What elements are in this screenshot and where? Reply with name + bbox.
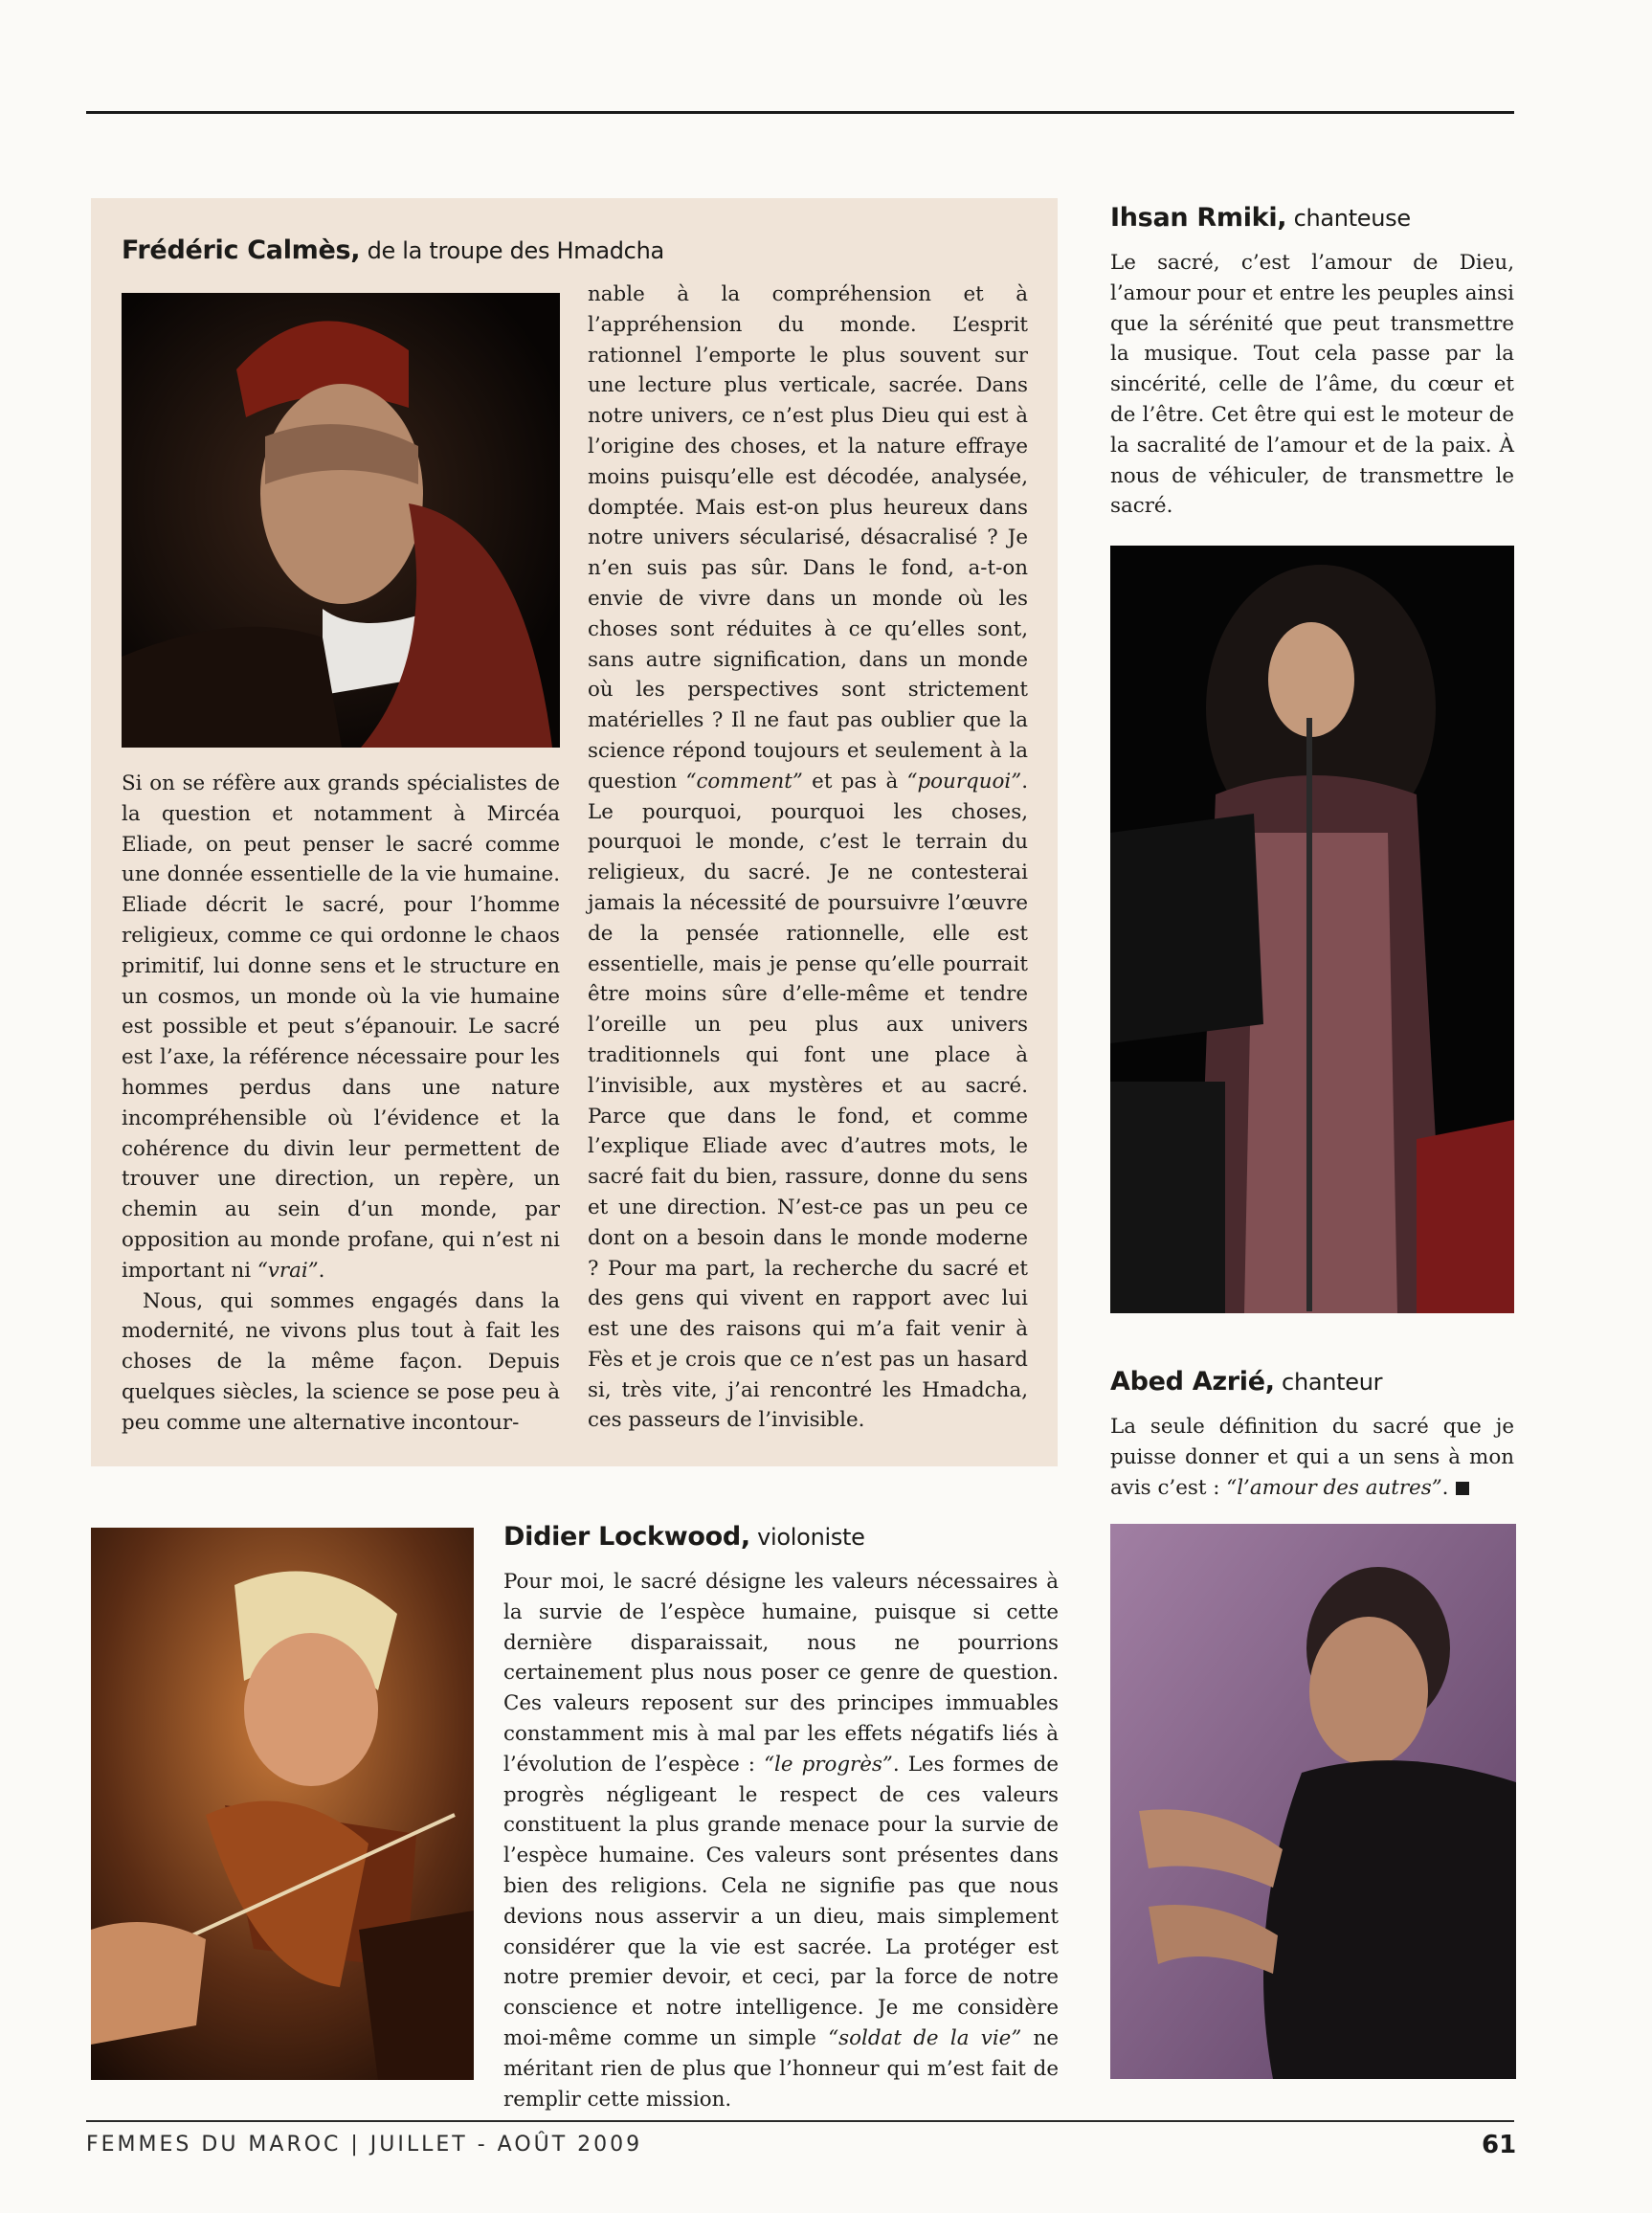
azrie-heading — [1110, 1367, 1382, 1397]
azrie-text-end: . — [1441, 1475, 1449, 1500]
lockwood-text-c: ne méritant rien de plus que l’honneur qui m’est fait de remplir cette mission. — [503, 2025, 1059, 2112]
footer-magazine: FEMMES DU MAROC | JUILLET - AOÛT 2009 — [86, 2133, 643, 2157]
end-square-icon — [1456, 1482, 1469, 1495]
rmiki-heading — [1110, 203, 1411, 233]
calmes-text-2b: et pas à — [802, 769, 907, 794]
calmes-text-1a: Si on se réfère aux grands spécialistes de la question et notamment à Mircéa Eliade, on peut penser le sacré comme une donnée essentielle de la vie humaine. Eliade décrit le sacré, pour l’homme religieux, comme ce qui ordonne le chaos primitif, lui donne sens et le structure en un cosmos, un monde où la vie humaine est possible et peut s’épanouir. Le sacré est l’axe, la référence nécessaire pour les hommes perdus dans une nature incompréhensible où l’évidence et la cohérence du divin leur permettent de trouver une direction, un repère, un chemin au sein d’un monde, par opposition au monde profane, qui n’est ni important ni — [122, 771, 560, 1283]
calmes-quote-pourquoi: “pourquoi” — [906, 769, 1022, 794]
rmiki-role: chanteuse — [1286, 205, 1411, 232]
calmes-text-2c: . Le pourquoi, pourquoi les choses, pourquoi le monde, c’est le terrain du religieux, du sacré. Je ne contesterai jamais la nécessité de poursuivre l’œuvre de la pensée rationnelle, elle est essentielle, mais je pense qu’elle pourrait être moins sûre d’elle-même et tendre l’oreille un peu plus aux univers traditionnels qui font une place à l’invisible, aux mystères et au sacré. Parce que dans le fond, et comme l’explique Eliade avec d’autres mots, le sacré fait du bien, rassure, donne du sens et une direction. N’est-ce pas un peu ce dont on a besoin dans le monde moderne ? Pour ma part, la recherche du sacré et des gens qui vivent en rapport avec lui est une des raisons qui m’a fait venir à Fès et je crois que ce n’est pas un hasard si, très vite, j’ai rencontré les Hmadcha, ces passeurs de l’invisible. — [588, 769, 1028, 1433]
azrie-text-body: La seule définition du sacré que je puisse donner et qui a un sens à mon avis c’est : — [1110, 1415, 1514, 1500]
azrie-name: Abed Azrié, — [1110, 1367, 1275, 1397]
calmes-paragraph-1 — [122, 769, 560, 1286]
lockwood-heading — [503, 1522, 865, 1552]
rmiki-text — [1110, 248, 1514, 522]
calmes-photo — [122, 293, 560, 748]
lockwood-quote-progres: “le progrès” — [764, 1752, 893, 1777]
lockwood-text-b: . Les formes de progrès négligeant le respect de ces valeurs constituent la plus grande menace pour la survie de l’espèce humaine. Ces valeurs sont présentes dans bien des religions. Cela ne signifie pas que nous devions nous asservir a un dieu, mais simplement considérer que la vie est sacrée. La protéger est notre premier devoir, et ceci, par la force de notre conscience et notre intelligence. Je me considère moi-même comme un simple — [503, 1752, 1059, 2050]
calmes-quote-vrai: “vrai” — [257, 1258, 319, 1283]
calmes-quote-comment: “comment” — [685, 769, 803, 794]
calmes-heading — [122, 235, 664, 265]
lockwood-quote-soldat: “soldat de la vie” — [828, 2025, 1022, 2050]
lockwood-text-a: Pour moi, le sacré désigne les valeurs nécessaires à la survie de l’espèce humaine, puisque si cette dernière disparaissait, nous ne pourrions certainement plus nous poser ce genre de question. Ces valeurs reposent sur des principes immuables constamment mis à mal par les effets négatifs liés à l’évolution de l’espèce : — [503, 1570, 1059, 1777]
rmiki-photo — [1110, 546, 1514, 1313]
calmes-name: Frédéric Calmès, — [122, 235, 361, 265]
rmiki-name: Ihsan Rmiki, — [1110, 203, 1287, 233]
calmes-column-1 — [122, 769, 560, 1439]
top-rule — [86, 111, 1514, 114]
calmes-text-1b: . — [318, 1258, 325, 1283]
calmes-column-2 — [588, 279, 1028, 1436]
calmes-paragraph-3 — [588, 279, 1028, 1436]
calmes-paragraph-2: Nous, qui sommes engagés dans la modernité, ne vivons plus tout à fait les choses de la même façon. Depuis quelques siècles, la science se pose peu à peu comme une alternative incontour- — [122, 1288, 560, 1435]
lockwood-role: violoniste — [749, 1524, 865, 1551]
page-number: 61 — [1482, 2131, 1517, 2159]
azrie-role: chanteur — [1274, 1369, 1383, 1396]
azrie-quote: “l’amour des autres” — [1226, 1475, 1442, 1500]
lockwood-text — [503, 1567, 1059, 2114]
rmiki-paragraph: Le sacré, c’est l’amour de Dieu, l’amour pour et entre les peuples ainsi que la sérénité que peut transmettre la musique. Tout cela passe par la sincérité, celle de l’âme, du cœur et de l’être. Cet être qui est le moteur de la sacralité de l’amour et de la paix. À nous de véhiculer, de transmettre le sacré. — [1110, 251, 1514, 519]
azrie-text — [1110, 1412, 1514, 1503]
lockwood-name: Didier Lockwood, — [503, 1522, 750, 1552]
azrie-photo — [1110, 1524, 1516, 2079]
bottom-rule — [86, 2120, 1514, 2122]
azrie-paragraph — [1110, 1412, 1514, 1503]
lockwood-photo — [91, 1528, 474, 2080]
calmes-role: de la troupe des Hmadcha — [360, 237, 664, 264]
lockwood-paragraph — [503, 1567, 1059, 2114]
calmes-text-2a: nable à la compréhension et à l’appréhension du monde. L’esprit rationnel l’emporte le plus souvent sur une lecture plus verticale, sacrée. Dans notre univers, ce n’est plus Dieu qui est à l’origine des choses, et la nature effraye moins puisqu’elle est décodée, analysée, domptée. Mais est-on plus heureux dans notre univers sécularisé, désacralisé ? Je n’en suis pas sûr. Dans le fond, a-t-on envie de vivre dans un monde où les choses sont réduites à ce qu’elles sont, sans autre signification, dans un monde où les perspectives sont strictement matérielles ? Il ne faut pas oublier que la science répond toujours et seulement à la question — [588, 282, 1028, 794]
